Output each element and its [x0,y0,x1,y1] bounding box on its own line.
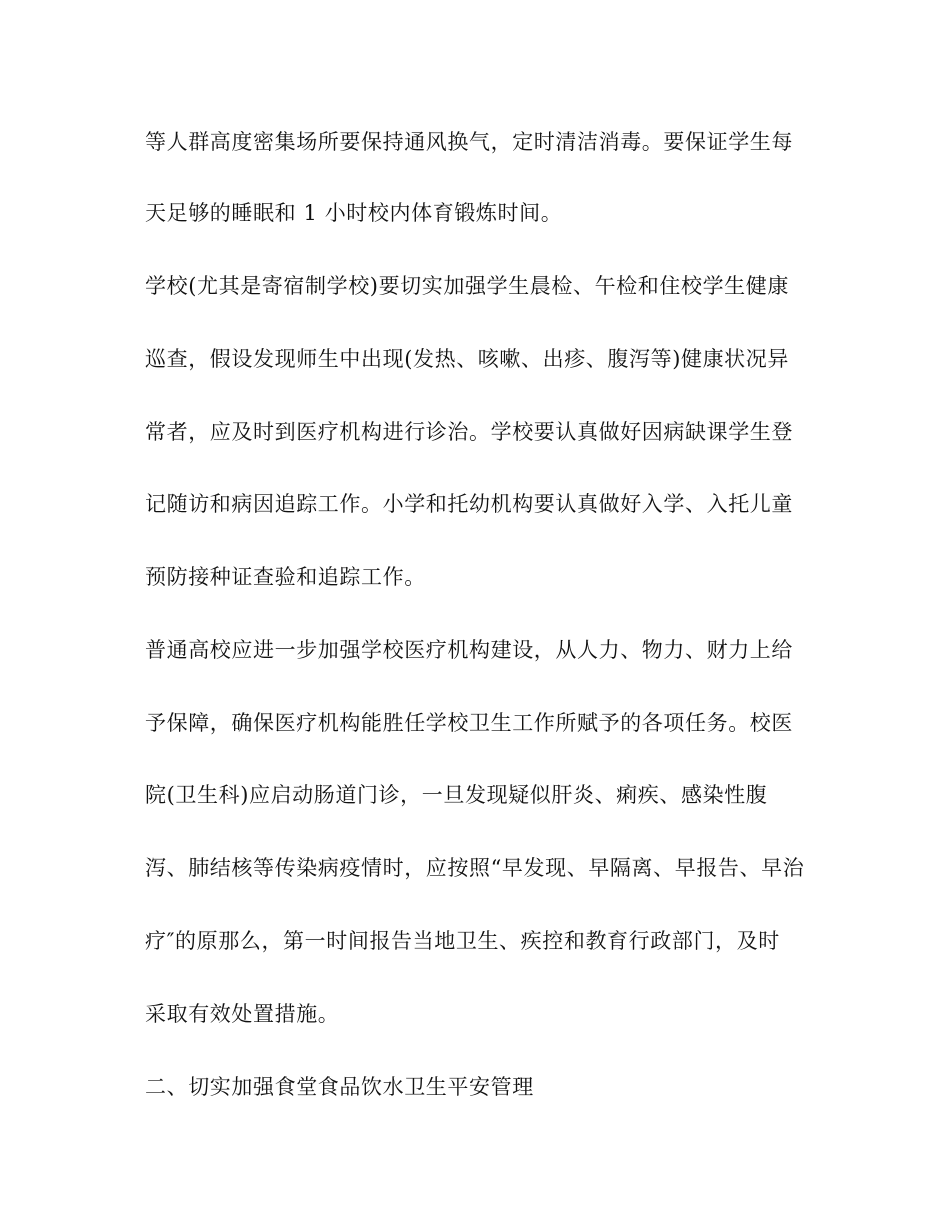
text-line-8: 普通高校应进一步加强学校医疗机构建设，从人力、物力、财力上给 [145,638,793,662]
text-line-12: 疗″的原那么，第一时间报告当地卫生、疾控和教育行政部门，及时 [145,929,780,953]
text-line-11: 泻、肺结核等传染病疫情时，应按照“早发现、早隔离、早报告、早治 [145,856,805,880]
text-line-9: 予保障，确保医疗机构能胜任学校卫生工作所赋予的各项任务。校医 [145,711,793,735]
section-heading: 二、切实加强食堂食品饮水卫生平安管理 [145,1075,534,1099]
text-line-13: 采取有效处置措施。 [145,1002,340,1026]
text-line-1: 等人群高度密集场所要保持通风换气，定时清洁消毒。要保证学生每 [145,130,793,154]
text-line-3: 学校(尤其是寄宿制学校)要切实加强学生晨检、午检和住校学生健康 [145,274,789,298]
text-line-7: 预防接种证查验和追踪工作。 [145,565,426,589]
text-line-2: 天足够的睡眠和 1 小时校内体育锻炼时间。 [145,201,563,225]
text-line-5: 常者，应及时到医疗机构进行诊治。学校要认真做好因病缺课学生登 [145,420,793,444]
text-line-10: 院(卫生科)应启动肠道门诊，一旦发现疑似肝炎、痢疾、感染性腹 [145,783,768,807]
text-line-4: 巡查，假设发现师生中出现(发热、咳嗽、出疹、腹泻等)健康状况异 [145,347,789,371]
text-line-6: 记随访和病因追踪工作。小学和托幼机构要认真做好入学、入托儿童 [145,492,793,516]
